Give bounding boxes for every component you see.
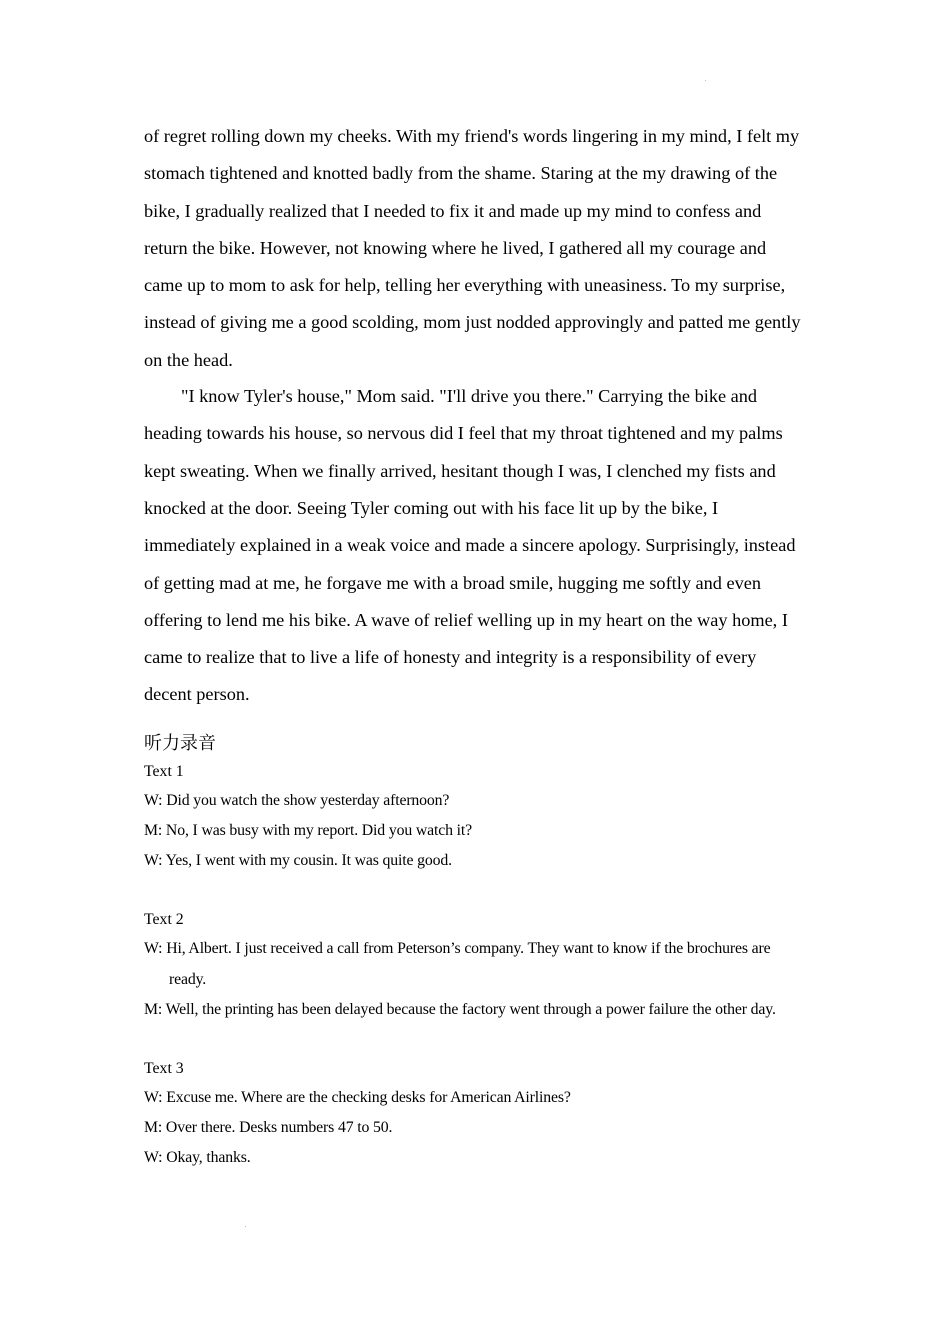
essay-paragraph-1: of regret rolling down my cheeks. With my friend's words lingering in my mind, I felt my stomach tightened and knotted badly from the shame. Staring at the my drawing of the bike, I gradually realized that I needed to fix it and made up my mind to confess and return the bike. However, not knowing where he lived, I gathered all my courage and came up to mom to ask for help, telling her everything with uneasiness. To my surprise, instead of giving me a good scolding, mom just nodded approvingly and patted me gently on the head. xyxy=(144,126,801,370)
dialogue-line: W: Excuse me. Where are the checking desks for American Airlines? xyxy=(144,1088,571,1106)
spacer xyxy=(144,876,808,905)
page-speck-bottom xyxy=(245,1226,246,1227)
text-title: Text 1 xyxy=(144,762,184,780)
dialogue-line: M: No, I was busy with my report. Did you watch it? xyxy=(144,821,472,839)
essay-paragraph-2: "I know Tyler's house," Mom said. "I'll drive you there." Carrying the bike and heading towards his house, so nervous did I feel that my throat tightened and my palms kept sweating. When we finally arrived, hesitant though I was, I clenched my fists and knocked at the door. Seeing Tyler coming out with his face lit up by the bike, I immediately explained in a weak voice and made a sincere apology. Surprisingly, instead of getting mad at me, he forgave me with a broad smile, hugging me softly and even offering to lend me his bike. A wave of relief welling up in my heart on the way home, I came to realize that to live a life of honesty and integrity is a responsibility of every decent person. xyxy=(144,386,796,705)
dialogue-line: W: Yes, I went with my cousin. It was quite good. xyxy=(144,852,452,870)
spacer xyxy=(144,1025,808,1054)
text-title: Text 2 xyxy=(144,911,184,929)
listening-transcript xyxy=(144,757,808,1174)
dialogue-line: W: Hi, Albert. I just received a call from Peterson’s company. They want to know if the brochures are ready. xyxy=(144,940,771,988)
document-page xyxy=(144,118,808,1174)
dialogue-line: W: Did you watch the show yesterday afternoon? xyxy=(144,791,450,809)
dialogue-line: M: Over there. Desks numbers 47 to 50. xyxy=(144,1119,393,1137)
transcript-text-1 xyxy=(144,757,808,877)
text-title: Text 3 xyxy=(144,1059,184,1077)
dialogue-line: W: Okay, thanks. xyxy=(144,1149,251,1167)
listening-heading: 听力录音 xyxy=(144,732,216,754)
dialogue-line: M: Well, the printing has been delayed because the factory went through a power failure the other day. xyxy=(144,1000,776,1018)
transcript-text-2 xyxy=(144,905,808,1025)
transcript-text-3 xyxy=(144,1054,808,1174)
essay-section xyxy=(144,118,808,714)
page-speck-top xyxy=(705,80,706,81)
